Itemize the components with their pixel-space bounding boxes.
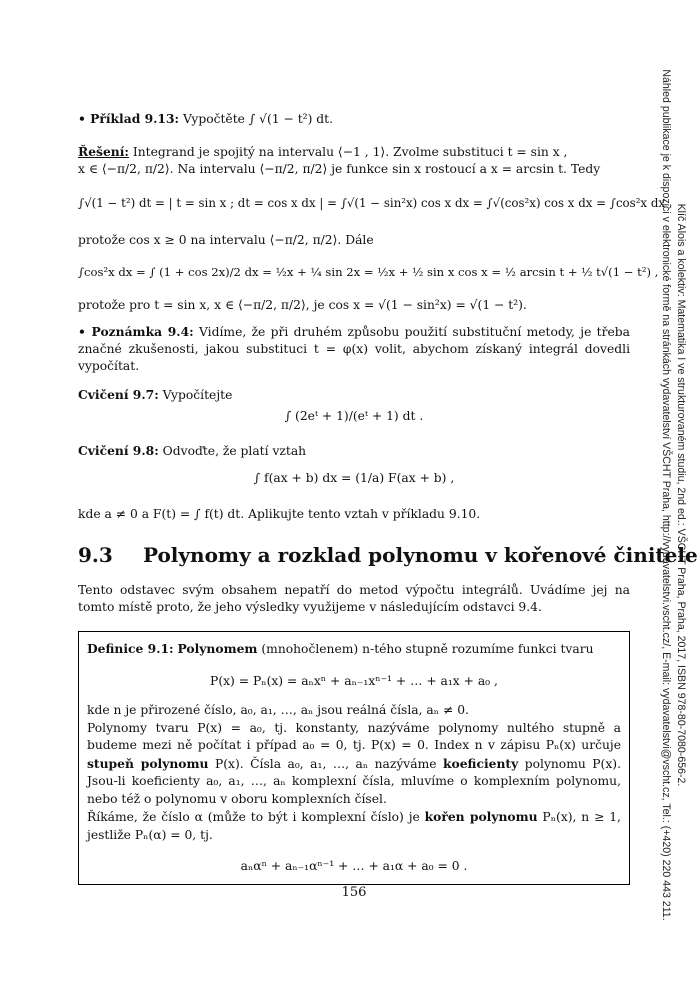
definition-p2-c: P(x). Čísla a₀, a₁, …, aₙ nazýváme [214, 756, 437, 771]
solution-label: Řešení: [78, 144, 129, 159]
example-label: • Příklad 9.13: [78, 111, 180, 126]
page-number: 156 [341, 885, 367, 900]
section-number: 9.3 [78, 543, 113, 567]
definition-box [78, 631, 630, 885]
solution-equation-2: ∫cos²x dx = ∫ (1 + cos 2x)/2 dx = ½x + ¼ sin 2x = ½x + ½ sin x cos x = ½ arcsin t + ½ t√(1 − t²) , [78, 265, 659, 279]
side-citation-line: Klíč Alois a kolektiv: Matematika I ve strukturovaném studiu, 2nd ed.: VŠCHT Praha, Praha, 2017, ISBN 978-80-7080-656-2. [675, 203, 687, 787]
exercise-7-label: Cvičení 9.7: [78, 387, 159, 402]
exercise-8-label: Cvičení 9.8: [78, 443, 159, 458]
example-9-13 [78, 110, 630, 128]
solution-equation-1: ∫√(1 − t²) dt = | t = sin x ; dt = cos x dx | = ∫√(1 − sin²x) cos x dx = ∫√(cos²x) cos x dx = ∫cos²x dx , [78, 196, 673, 210]
definition-root-term: kořen polynomu [424, 809, 538, 824]
definition-formula-1: P(x) = Pₙ(x) = aₙxⁿ + aₙ₋₁xⁿ⁻¹ + … + a₁x + a₀ , [210, 673, 498, 688]
definition-coefficients-term: koeficienty [443, 755, 519, 771]
definition-p3-c: Pₙ(x), n ≥ 1, jestliže Pₙ(α) = 0, tj. [87, 810, 621, 842]
exercise-8-after: kde a ≠ 0 a F(t) = ∫ f(t) dt. Aplikujte tento vztah v příkladu 9.10. [78, 507, 481, 521]
solution-line-3: protože cos x ≥ 0 na intervalu ⟨−π/2, π/2⟩. Dále [78, 233, 374, 247]
note-text: Vidíme, že při druhém způsobu použití substituční metody, je třeba značné zkušenosti, jakou substituci t = φ(x) volit, abychom získaný integrál dovedli vypočítat. [78, 325, 630, 373]
definition-p1: kde n je přirozené číslo, a₀, a₁, …, aₙ jsou reálná čísla, aₙ ≠ 0. [87, 703, 469, 717]
side-publisher-notice [642, 30, 688, 960]
section-heading [78, 543, 698, 567]
exercise-8-text: Odvoďte, že platí vztah [162, 444, 307, 458]
definition-term: Polynomem [177, 641, 258, 656]
solution-line-2: x ∈ ⟨−π/2, π/2⟩. Na intervalu ⟨−π/2, π/2⟩ je funkce sin x rostoucí a x = arcsin t. Tedy [78, 162, 601, 176]
section-title: Polynomy a rozklad polynomu v kořenové činitele [142, 543, 698, 567]
exercise-9-8 [78, 442, 630, 460]
exercise-7-formula: ∫ (2eᵗ + 1)/(eᵗ + 1) dt . [284, 409, 424, 423]
definition-label: Definice 9.1: [87, 641, 174, 656]
note-label: • Poznámka 9.4: [78, 324, 194, 339]
exercise-7-text: Vypočítejte [162, 388, 233, 402]
exercise-8-formula: ∫ f(ax + b) dx = (1/a) F(ax + b) , [253, 471, 455, 485]
definition-degree-term: stupeň polynomu [87, 755, 209, 771]
definition-p2-a: Polynomy tvaru P(x) = a₀, tj. konstanty, nazýváme polynomy nultého stupně a budeme mezi ně počítat i případ a₀ = 0, tj. P(x) = 0. Index n v zápisu Pₙ(x) určuje [87, 720, 621, 752]
definition-lead [87, 640, 621, 659]
definition-p2-e: polynomu P(x). Jsou-li koeficienty a₀, a₁, …, aₙ komplexní čísla, mluvíme o komplexním polynomu, nebo též o polynomu v oboru komplexních čísel. [87, 756, 621, 806]
side-preview-line: Náhled publikace je k dispozici v elektronické formě na stránkách vydavatelství VŠCHT Praha, http://vydavatelstvi.vscht.cz/, E-mail: vydavatelstvi@vscht.cz, Tel.: (+420) 220 443 211. [660, 69, 672, 921]
section-intro: Tento odstavec svým obsahem nepatří do metod výpočtu integrálů. Uvádíme jej na tomto místě proto, že jeho výsledky využijeme v následujícím odstavci 9.4. [78, 583, 630, 614]
definition-p3-a: Říkáme, že číslo α (může to být i komplexní číslo) je [87, 810, 420, 824]
note-9-4 [78, 323, 630, 375]
solution-line-1: Integrand je spojitý na intervalu ⟨−1 , 1⟩. Zvolme substituci t = sin x , [132, 145, 568, 159]
definition-p3 [87, 808, 621, 844]
exercise-9-7 [78, 386, 630, 404]
definition-p2 [87, 720, 621, 809]
definition-lead-rest: (mnohočlenem) n-tého stupně rozumíme funkci tvaru [261, 642, 594, 656]
example-text: Vypočtěte ∫ √(1 − t²) dt. [183, 112, 334, 126]
definition-formula-2: aₙαⁿ + aₙ₋₁αⁿ⁻¹ + … + a₁α + a₀ = 0 . [240, 859, 468, 873]
solution-paragraph [78, 143, 630, 178]
solution-line-4: protože pro t = sin x, x ∈ ⟨−π/2, π/2⟩, je cos x = √(1 − sin²x) = √(1 − t²). [78, 298, 527, 312]
